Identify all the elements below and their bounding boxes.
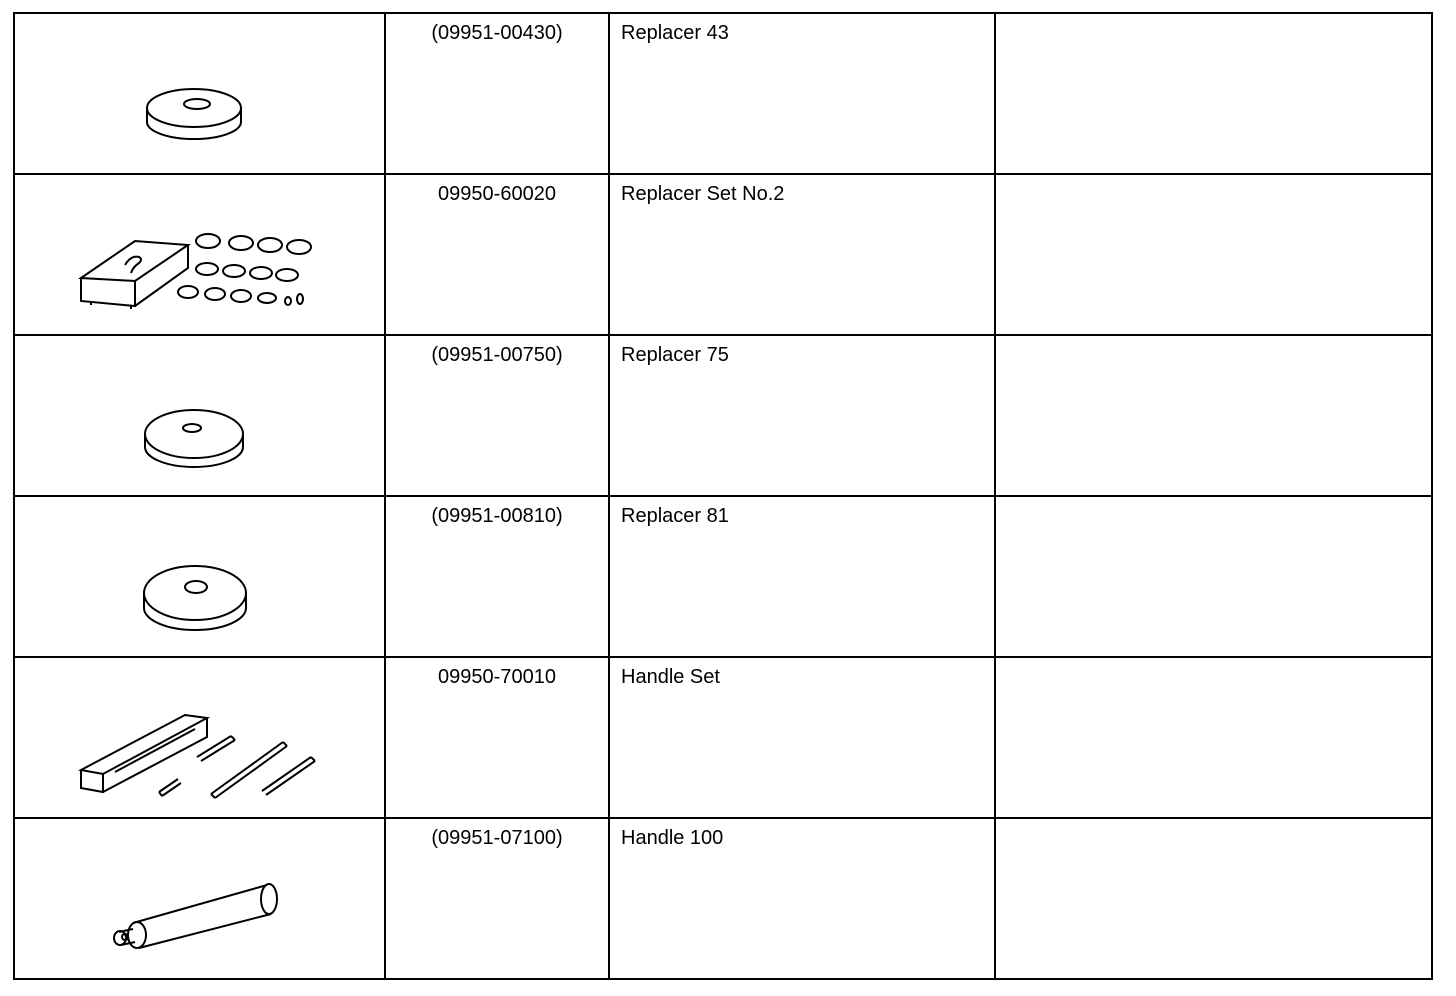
part-number-cell <box>385 657 609 818</box>
note-cell <box>995 818 1432 979</box>
part-number-cell <box>385 496 609 657</box>
part-number: (09951-00810) <box>431 505 563 527</box>
tool-name: Replacer 81 <box>621 505 729 527</box>
table-row <box>14 818 1432 979</box>
part-number-cell <box>385 818 609 979</box>
tool-name-cell <box>609 174 995 335</box>
replacer-disc-icon <box>15 497 386 658</box>
tool-image-cell <box>14 335 385 496</box>
part-number: 09950-70010 <box>438 666 556 688</box>
table-row <box>14 174 1432 335</box>
table-row <box>14 496 1432 657</box>
tool-name: Replacer Set No.2 <box>621 183 785 205</box>
part-number-cell <box>385 335 609 496</box>
handle-bar-icon <box>15 819 386 980</box>
tool-name-cell <box>609 657 995 818</box>
note-cell <box>995 13 1432 174</box>
tool-name-cell <box>609 496 995 657</box>
replacer-set-case-icon <box>15 175 386 336</box>
replacer-disc-icon <box>15 14 386 175</box>
part-number: 09950-60020 <box>438 183 556 205</box>
tool-image-cell <box>14 657 385 818</box>
note-cell <box>995 496 1432 657</box>
table-row <box>14 13 1432 174</box>
tool-image-cell <box>14 13 385 174</box>
note-cell <box>995 657 1432 818</box>
tool-name-cell <box>609 13 995 174</box>
tool-image-cell <box>14 818 385 979</box>
replacer-disc-icon <box>15 336 386 497</box>
tool-name: Handle 100 <box>621 827 724 849</box>
tool-image-cell <box>14 496 385 657</box>
tool-image-cell <box>14 174 385 335</box>
part-number: (09951-07100) <box>431 827 563 849</box>
part-number-cell <box>385 174 609 335</box>
special-tools-table <box>13 12 1433 980</box>
part-number: (09951-00430) <box>431 22 563 44</box>
tool-name-cell <box>609 818 995 979</box>
tool-name: Replacer 75 <box>621 344 729 366</box>
tool-name-cell <box>609 335 995 496</box>
handle-set-icon <box>15 658 386 819</box>
tool-name: Replacer 43 <box>621 22 729 44</box>
part-number: (09951-00750) <box>431 344 563 366</box>
table-row <box>14 335 1432 496</box>
table-row <box>14 657 1432 818</box>
note-cell <box>995 335 1432 496</box>
part-number-cell <box>385 13 609 174</box>
note-cell <box>995 174 1432 335</box>
tool-name: Handle Set <box>621 666 720 688</box>
